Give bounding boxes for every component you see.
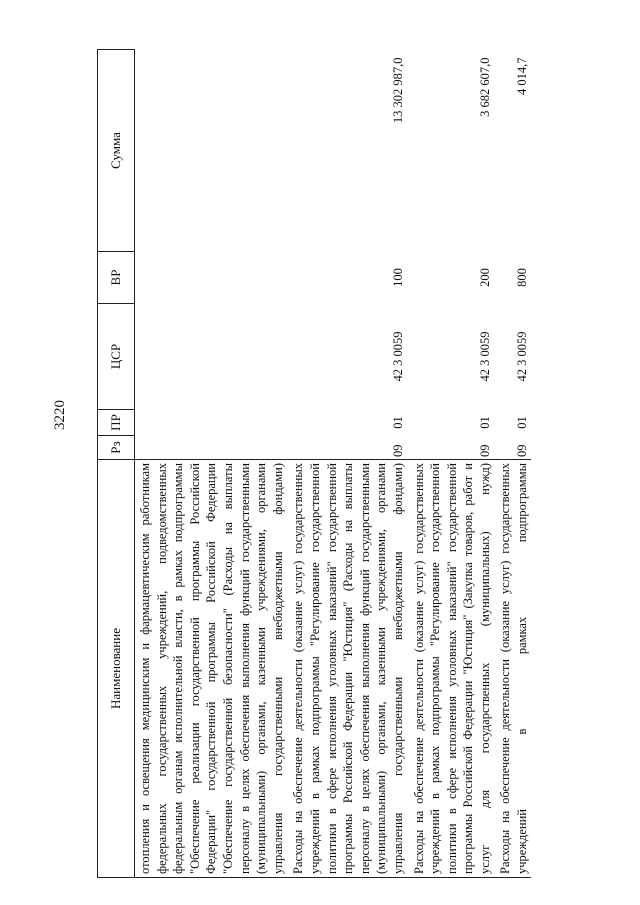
page-number: 3220 [52, 400, 68, 430]
row-vr: 100 [390, 268, 405, 287]
table-row [407, 50, 494, 878]
row-sum: 3 682 607,0 [477, 57, 492, 117]
row-rz: 09 [477, 444, 492, 457]
table-row [286, 50, 406, 878]
row-pr [135, 410, 287, 436]
row-vr: 800 [515, 268, 530, 287]
row-pr: 01 [390, 416, 405, 429]
budget-table [97, 49, 531, 878]
row-pr: 01 [515, 416, 530, 429]
header-vr: ВР [98, 252, 135, 304]
row-rz [135, 436, 287, 460]
row-sum [135, 50, 287, 252]
row-name: Расходы на обеспечение деятельности (оказание услуг) государственных учреждений в рамках подпрограммы [493, 460, 530, 878]
row-name: Расходы на обеспечение деятельности (оказание услуг) государственных учреждений в рамках подпрограммы "Регулирование государственной политики в сфере исполнения уголовных наказаний" государственной программы Российской Федерации "Юстиция" (Закупка товаров, работ и услуг для государственных (муниципальных) нужд) [407, 460, 494, 878]
row-rz: 09 [515, 444, 530, 457]
row-name: отопления и освещения медицинским и фармацевтическим работникам федеральных государственных учреждений, подведомственных федеральным органам исполнительной власти, в рамках подпрограммы "Обеспечение реализации государственной программы Российской Федерации" государственной программы Российской Федерации "Обеспечение государственной безопасности" (Расходы на выплаты персоналу в целях обеспечения выполнения функций государственными (муниципальными) органами, казенными учреждениями, органами управления государственными внебюджетными фондами) [135, 460, 287, 878]
header-pr: ПР [98, 410, 135, 436]
table-row [493, 50, 530, 878]
row-csr: 42 3 0059 [515, 331, 530, 382]
header-rz: Рз [98, 436, 135, 460]
row-csr [135, 304, 287, 410]
row-name: Расходы на обеспечение деятельности (оказание услуг) государственных учреждений в рамках подпрограммы "Регулирование государственной политики в сфере исполнения уголовных наказаний" государственной программы Российской Федерации "Юстиция" (Расходы на выплаты персоналу в целях обеспечения выполнения функций государственными (муниципальными) органами, казенными учреждениями, органами управления государственными внебюджетными фондами) [286, 460, 406, 878]
row-pr: 01 [477, 416, 492, 429]
row-sum: 13 302 987,0 [390, 57, 405, 124]
header-csr: ЦСР [98, 304, 135, 410]
header-sum: Сумма [98, 50, 135, 252]
row-vr [135, 252, 287, 304]
header-name: Наименование [98, 460, 135, 878]
row-vr: 200 [477, 268, 492, 287]
row-rz: 09 [390, 444, 405, 457]
rotated-table-container [97, 50, 597, 878]
row-csr: 42 3 0059 [390, 331, 405, 382]
table-row [135, 50, 287, 878]
row-csr: 42 3 0059 [477, 331, 492, 382]
table-header-row [98, 50, 135, 878]
row-sum: 4 014,7 [515, 57, 530, 95]
